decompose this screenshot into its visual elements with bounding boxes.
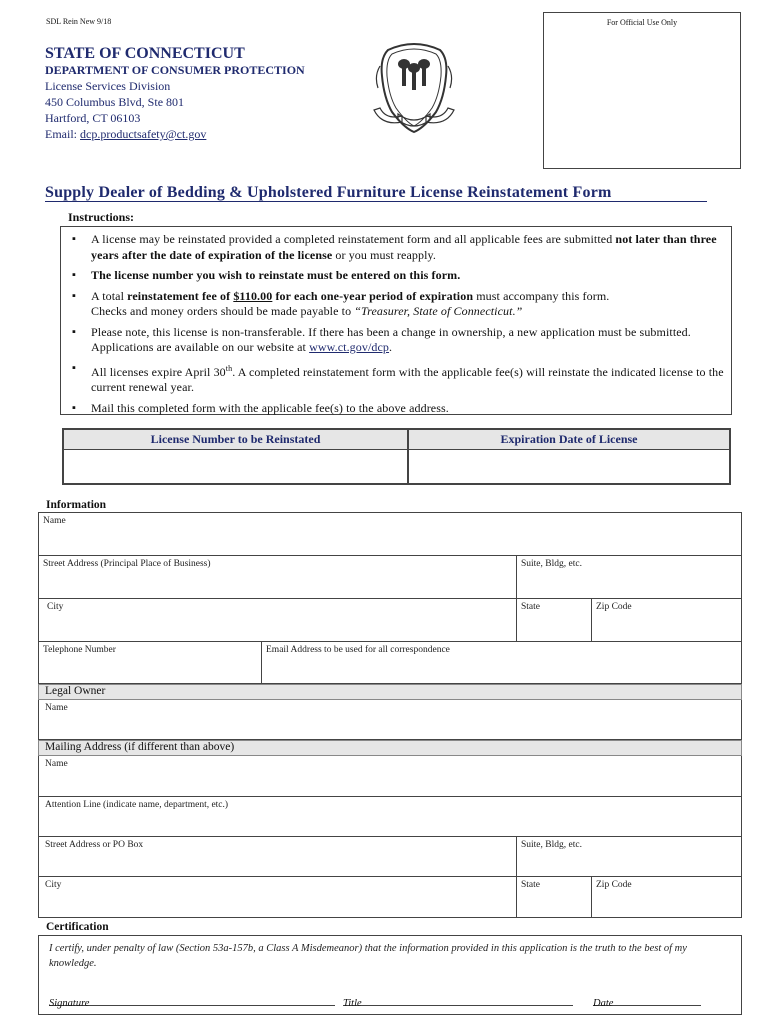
mailing-name-field[interactable] [39,756,742,797]
instruction-text: A license may be reinstated provided a completed reinstatement form and all applicable fees are submitted [91,232,613,246]
title-line[interactable] [343,993,573,1006]
mailing-zip-field[interactable] [592,877,742,917]
mailing-address-bar [38,740,742,756]
official-use-box [543,12,741,169]
mailing-suite-field[interactable] [517,837,742,877]
form-title: Supply Dealer of Bedding & Upholstered Furniture License Reinstatement Form [45,184,612,201]
mailing-state-field[interactable] [517,877,592,917]
title-label: Title [343,998,362,1009]
superscript: th [225,363,233,373]
state-name: STATE OF CONNECTICUT [45,45,245,62]
instruction-text: . [389,340,393,354]
information-heading: Information [46,499,107,511]
suite-field[interactable] [517,556,742,599]
street-address-field[interactable] [39,556,517,599]
instruction-emphasis: for each one-year period of expiration [272,288,474,303]
field-label: Suite, Bldg, etc. [521,840,582,850]
certification-heading: Certification [46,921,109,933]
city-field[interactable] [39,599,517,642]
field-label: Name [43,516,66,526]
address-line2: Hartford, CT 06103 [45,111,141,125]
instruction-item [67,268,725,284]
field-label: Street Address or PO Box [45,840,144,850]
mailing-street-field[interactable] [39,837,517,877]
field-label: Street Address (Principal Place of Business) [43,559,211,569]
instructions-heading: Instructions: [68,210,135,224]
email-line [45,126,305,142]
field-label: Email Address to be used for all correspondence [266,645,450,655]
expiration-date-header: Expiration Date of License [500,432,638,446]
zip-code-field[interactable] [592,599,742,642]
owner-name-field[interactable] [38,700,742,740]
agency-block [45,46,305,142]
field-label: Zip Code [596,880,632,890]
instruction-text: must accompany this form. [473,288,610,303]
field-label: Name [45,703,68,713]
title-underline [45,201,707,202]
mailing-address-heading: Mailing Address (if different than above) [45,741,235,753]
instruction-item [67,232,725,263]
information-grid [38,512,742,684]
instruction-text: Please note, this license is non-transferable. If there has been a change in ownership, a new application must be submitted. Applications are available on our website at [91,324,691,354]
business-name-field[interactable] [39,513,742,556]
attention-line-field[interactable] [39,797,742,837]
certification-box [38,935,742,1015]
field-label: Suite, Bldg, etc. [521,559,582,569]
expiration-date-input[interactable] [412,452,726,482]
field-label: Attention Line (indicate name, department, etc.) [45,800,229,810]
telephone-field[interactable] [39,642,262,684]
mailing-grid [38,756,742,918]
field-label: City [47,602,64,612]
instructions-box [60,226,732,415]
instruction-text: All licenses expire April 30 [91,364,226,379]
email-link[interactable]: dcp.productsafety@ct.gov [80,127,207,141]
license-table [62,428,731,485]
website-link[interactable]: www.ct.gov/dcp [309,340,390,354]
instruction-text: Checks and money orders should be made payable to [91,304,355,318]
instruction-emphasis: The license number you wish to reinstate must be entered on this form. [91,268,461,282]
payee-name: “Treasurer, State of Connecticut.” [354,304,523,318]
field-label: Telephone Number [43,645,116,655]
legal-owner-heading: Legal Owner [45,685,106,697]
instruction-text: A total [91,288,128,303]
division-name: License Services Division [45,79,171,93]
legal-owner-bar [38,684,742,700]
address-line1: 450 Columbus Blvd, Ste 801 [45,95,185,109]
mailing-city-field[interactable] [39,877,517,917]
instruction-emphasis: reinstatement fee of [127,288,234,303]
field-label: Zip Code [596,602,632,612]
instruction-item [67,325,725,356]
license-number-header: License Number to be Reinstated [150,432,321,446]
field-label: City [45,880,62,890]
instruction-item [67,361,725,396]
certification-statement: I certify, under penalty of law (Section 53a-157b, a Class A Misdemeanor) that the information provided in this application is the truth to the best of my knowledge. [49,943,687,969]
date-label: Date [593,998,614,1009]
instruction-item [67,401,725,417]
signature-label: Signature [49,998,90,1009]
department-name: DEPARTMENT OF CONSUMER PROTECTION [45,63,305,77]
instruction-emphasis: not later than three years after the date of expiration of the license [91,232,717,262]
email-prefix: Email: [45,127,80,141]
state-field[interactable] [517,599,592,642]
email-address-field[interactable] [262,642,742,684]
field-label: State [521,602,540,612]
instruction-text: Mail this completed form with the applicable fee(s) to the above address. [91,400,449,415]
official-use-label: For Official Use Only [606,18,678,27]
fee-amount: $110.00 [233,288,273,303]
field-label: Name [45,759,68,769]
instruction-item [67,289,725,320]
license-number-input[interactable] [66,452,404,482]
field-label: State [521,880,540,890]
instruction-text: . A completed reinstatement form with the applicable fee(s) will reinstate the indicated license to the current renewal year. [91,364,724,394]
form-id: SDL Rein New 9/18 [46,17,112,26]
state-seal-icon [362,36,466,140]
signature-line[interactable] [49,993,335,1006]
instruction-text: or you must reapply. [332,247,436,262]
